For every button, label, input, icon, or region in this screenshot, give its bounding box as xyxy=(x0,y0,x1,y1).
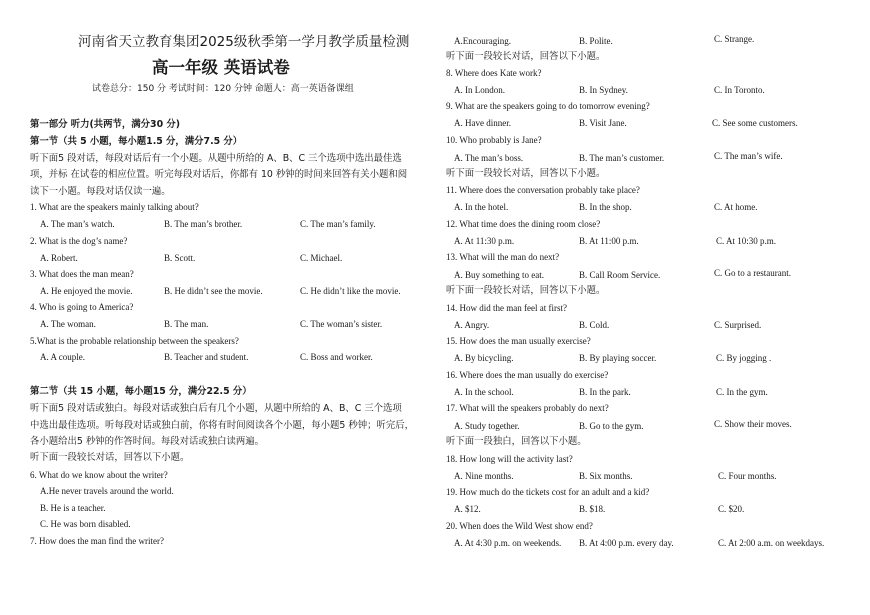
section1-title: 第一节（共 5 小题，每小题1.5 分，满分7.5 分） xyxy=(30,136,243,147)
q1-option-a: A. The man’s watch. xyxy=(40,219,115,229)
q4-option-a: A. The woman. xyxy=(40,319,96,329)
question-18: 18. How long will the activity last? xyxy=(446,454,573,464)
section1-instruction-line: 项，并标 在试卷的相应位置。听完每段对话后，你都有 10 秒钟的时间来回答有关小题和阅 xyxy=(30,169,408,180)
q6-option-c: C. He was born disabled. xyxy=(40,519,131,529)
q6-option-b: B. He is a teacher. xyxy=(40,503,106,513)
q15-option-b: B. By playing soccer. xyxy=(579,353,657,363)
q2-option-a: A. Robert. xyxy=(40,253,78,263)
question-20: 20. When does the Wild West show end? xyxy=(446,521,593,531)
q1-option-b: B. The man’s brother. xyxy=(164,219,243,229)
question-10: 10. Who probably is Jane? xyxy=(446,135,542,145)
question-8: 8. Where does Kate work? xyxy=(446,68,542,78)
question-19: 19. How much do the tickets cost for an adult and a kid? xyxy=(446,487,650,497)
q6-option-a: A.He never travels around the world. xyxy=(40,486,174,496)
q18-option-b: B. Six months. xyxy=(579,471,633,481)
q17-option-b: B. Go to the gym. xyxy=(579,421,644,431)
section2-instruction-line: 中选出最佳选项。听每段对话或独白前，你将有时间阅读各个小题，每小题5 秒钟；听完后， xyxy=(30,420,414,431)
section2-title: 第二节（共 15 小题，每小题15 分，满分22.5 分） xyxy=(30,386,252,397)
lead-text: 听下面一段较长对话，回答以下小题。 xyxy=(446,168,606,179)
q10-option-c: C. The man’s wife. xyxy=(714,151,783,161)
q15-option-a: A. By bicycling. xyxy=(454,353,514,363)
q16-option-c: C. In the gym. xyxy=(716,387,768,397)
q18-option-a: A. Nine months. xyxy=(454,471,514,481)
q1-option-c: C. The man’s family. xyxy=(300,219,376,229)
q8-option-a: A. In London. xyxy=(454,85,505,95)
question-3: 3. What does the man mean? xyxy=(30,269,134,279)
q3-option-a: A. He enjoyed the movie. xyxy=(40,286,133,296)
q3-option-c: C. He didn’t like the movie. xyxy=(300,286,401,296)
q19-option-a: A. $12. xyxy=(454,504,481,514)
q9-option-a: A. Have dinner. xyxy=(454,118,511,128)
q4-option-b: B. The man. xyxy=(164,319,209,329)
q5-option-c: C. Boss and worker. xyxy=(300,352,373,362)
q17-option-c: C. Show their moves. xyxy=(714,419,792,429)
q12-option-a: A. At 11:30 p.m. xyxy=(454,236,515,246)
q19-option-c: C. $20. xyxy=(718,504,745,514)
q20-option-b: B. At 4:00 p.m. every day. xyxy=(579,538,674,548)
question-17: 17. What will the speakers probably do next? xyxy=(446,403,609,413)
q2-option-b: B. Scott. xyxy=(164,253,196,263)
q2-option-c: C. Michael. xyxy=(300,253,343,263)
q8-option-c: C. In Toronto. xyxy=(714,85,765,95)
exam-info: 试卷总分：150 分 考试时间：120 分钟 命题人：高一英语备课组 xyxy=(92,84,354,94)
q7-option-b: B. Polite. xyxy=(579,36,613,46)
section1-instruction-line: 听下面5 段对话，每段对话后有一个小题。从题中所给的 A、B、C 三个选项中选出最佳选 xyxy=(30,153,402,164)
lead-text: 听下面一段较长对话，回答以下小题。 xyxy=(446,51,606,62)
section1-instruction-line: 读下一小题。每段对话仅读一遍。 xyxy=(30,186,171,197)
q8-option-b: B. In Sydney. xyxy=(579,85,628,95)
q14-option-a: A. Angry. xyxy=(454,320,490,330)
q13-option-c: C. Go to a restaurant. xyxy=(714,268,791,278)
grade-title: 高一年级 英语试卷 xyxy=(152,58,290,77)
q17-option-a: A. Study together. xyxy=(454,421,520,431)
q4-option-c: C. The woman’s sister. xyxy=(300,319,383,329)
q19-option-b: B. $18. xyxy=(579,504,606,514)
section2-instruction-line: 各小题给出5 秒钟的作答时间。每段对话或独白读两遍。 xyxy=(30,436,264,447)
q5-option-b: B. Teacher and student. xyxy=(164,352,249,362)
q12-option-b: B. At 11:00 p.m. xyxy=(579,236,639,246)
q16-option-a: A. In the school. xyxy=(454,387,514,397)
q7-option-a: A.Encouraging. xyxy=(454,36,511,46)
q9-option-c: C. See some customers. xyxy=(712,118,798,128)
lead-text: 听下面一段较长对话，回答以下小题。 xyxy=(446,285,606,296)
question-4: 4. Who is going to America? xyxy=(30,302,134,312)
question-2: 2. What is the dog’s name? xyxy=(30,236,128,246)
q3-option-b: B. He didn’t see the movie. xyxy=(164,286,263,296)
school-title: 河南省天立教育集团2025级秋季第一学月教学质量检测 xyxy=(78,34,410,50)
question-13: 13. What will the man do next? xyxy=(446,252,560,262)
lead-text: 听下面一段独白，回答以下小题。 xyxy=(446,436,587,447)
question-12: 12. What time does the dining room close? xyxy=(446,219,601,229)
question-11: 11. Where does the conversation probably take place? xyxy=(446,185,640,195)
q13-option-a: A. Buy something to eat. xyxy=(454,270,544,280)
q15-option-c: C. By jogging . xyxy=(716,353,772,363)
q20-option-c: C. At 2:00 a.m. on weekdays. xyxy=(718,538,825,548)
q10-option-a: A. The man’s boss. xyxy=(454,153,524,163)
question-6: 6. What do we know about the writer? xyxy=(30,470,168,480)
q7-option-c: C. Strange. xyxy=(714,34,755,44)
q20-option-a: A. At 4:30 p.m. on weekends. xyxy=(454,538,562,548)
question-7: 7. How does the man find the writer? xyxy=(30,536,164,546)
q12-option-c: C. At 10:30 p.m. xyxy=(716,236,777,246)
q11-option-c: C. At home. xyxy=(714,202,758,212)
question-1: 1. What are the speakers mainly talking about? xyxy=(30,202,199,212)
section2-instruction-line: 听下面一段较长对话，回答以下小题。 xyxy=(30,452,190,463)
question-14: 14. How did the man feel at first? xyxy=(446,303,567,313)
q16-option-b: B. In the park. xyxy=(579,387,631,397)
question-16: 16. Where does the man usually do exercise? xyxy=(446,370,609,380)
q14-option-b: B. Cold. xyxy=(579,320,610,330)
q11-option-a: A. In the hotel. xyxy=(454,202,509,212)
q9-option-b: B. Visit Jane. xyxy=(579,118,627,128)
question-9: 9. What are the speakers going to do tomorrow evening? xyxy=(446,101,650,111)
q13-option-b: B. Call Room Service. xyxy=(579,270,661,280)
q10-option-b: B. The man’s customer. xyxy=(579,153,665,163)
question-15: 15. How does the man usually exercise? xyxy=(446,336,591,346)
q11-option-b: B. In the shop. xyxy=(579,202,632,212)
section2-instruction-line: 听下面5 段对话或独白。每段对话或独白后有几个小题，从题中所给的 A、B、C 三个选项 xyxy=(30,403,402,414)
part1-title: 第一部分 听力(共两节，满分30 分) xyxy=(30,119,181,130)
q18-option-c: C. Four months. xyxy=(718,471,777,481)
q5-option-a: A. A couple. xyxy=(40,352,85,362)
q14-option-c: C. Surprised. xyxy=(714,320,762,330)
question-5: 5.What is the probable relationship between the speakers? xyxy=(30,336,239,346)
